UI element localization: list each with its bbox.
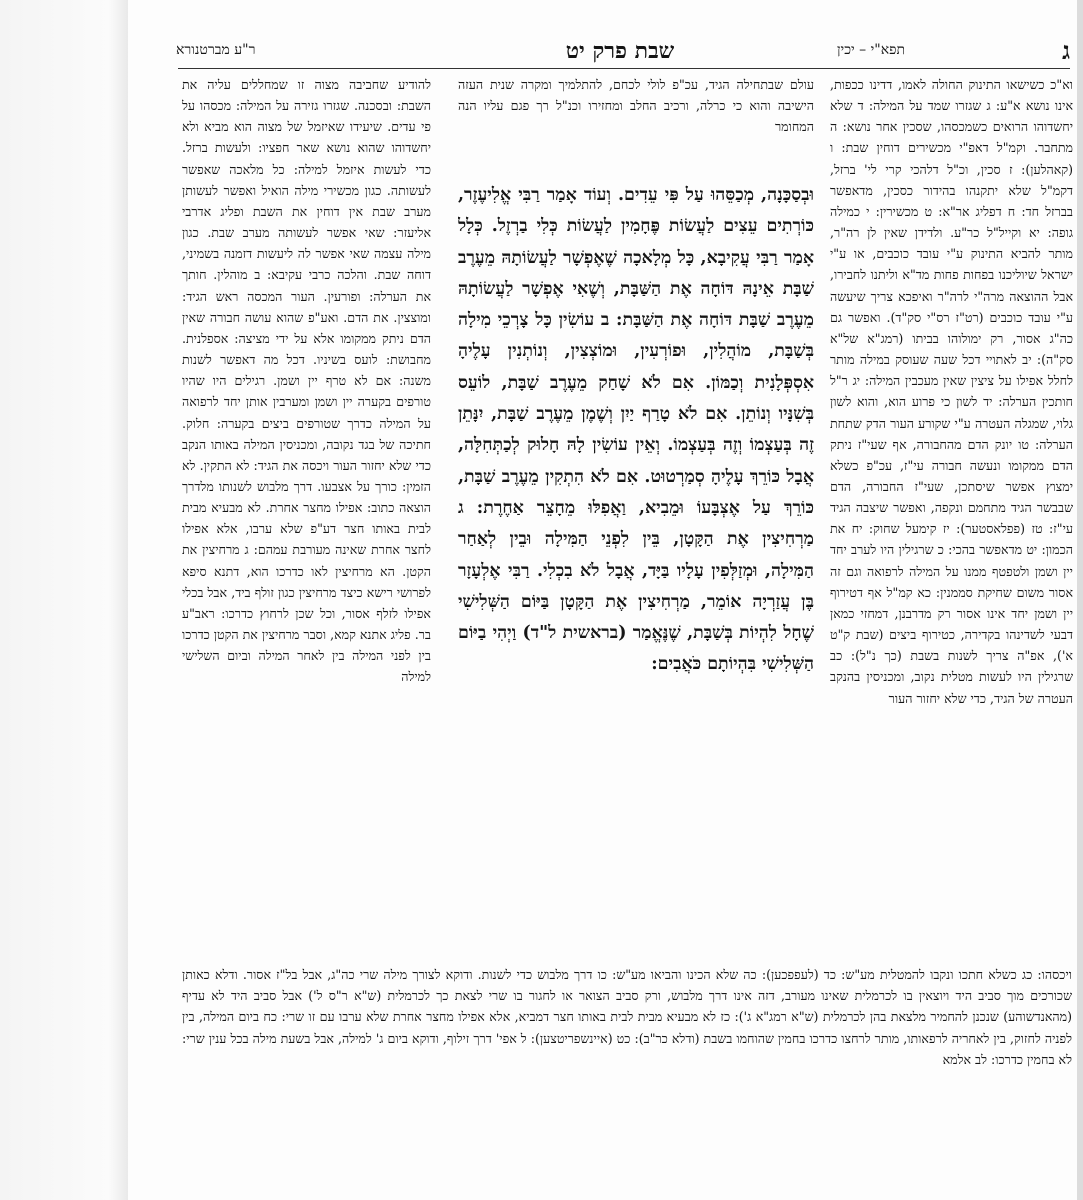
header-divider [178, 68, 1070, 69]
footnotes-block [182, 964, 1072, 1134]
bartenura-text: להודיע שחביבה מצוה זו שמחללים עליה את השבת: ובסכנה. שגזרו גזירה על המילה: מכסהו על פי עדים. שיעידו שאיזמל של מצוה הוא מביא ולא יחשדוהו שהוא נושא שאר חפציו: ולעשות ברזל. כדי לעשות איזמל למילה: כל מלאכה שאפשר לעשותה. כגון מכשירי מילה הואיל ואפשר לעשותן מערב שבת אין דוחין את השבת ופליג אדרבי אליעזר: שאי אפשר לעשותה מערב שבת. כגון מילה עצמה שאי אפשר לה ליעשות דזמנה בשמיני, דוחה שבת. והלכה כרבי עקיבא: ב מוהלין. חותך את הערלה: ופורעין. העור המכסה ראש הגיד: ומוצצין. את הדם. ואע"פ שהוא עושה חבורה שאין הדם ניתק ממקומו אלא על ידי מציצה: אספלנית. מחבושת: לועס בשיניו. דכל מה דאפשר לשנות משנה: אם לא טרף יין ושמן. רגילים היו שהיו טורפים בקערה יין ושמן ומערבין אותן יחד לרפואה על המילה כדרך שטורפים ביצים בקערה: חלוק. חתיכה של בגד נקובה, ומכניסין המילה באותו הנקב כדי שלא יחזור העור ויכסה את הגיד: לא התקין. לא הזמין: כורך על אצבעו. דרך מלבוש לשנותו מלדרך הוצאה כתוב: אפילו מחצר אחרת. לא מבעיא מבית לבית באותו חצר דע"פ שלא ערבו, אלא אפילו לחצר אחרת שאינה מעורבת עמהם: ג מרחיצין את הקטן. הא מרחיצין לאו כדרכו הוא, דתנא סיפא לפרושי רישא כיצד מרחיצין כגון זולף ביד, אבל בכלי אפילו לזלף אסור, וכל שכן לרחוץ כדרכו: ראב"ע בר. פליג אתנא קמא, וסבר מרחיצין את הקטן כדרכו בין לפני המילה בין לאחר המילה וביום השלישי למילה [182, 77, 431, 685]
book-spine-shadow [0, 0, 128, 1200]
mishnah-text: וּבְסַכָּנָה, מְכַסֵּהוּ עַל פִּי עֵדִים. וְעוֹד אָמַר רַבִּי אֱלִיעֶזֶר, כּוֹרְתִים עֵצִים לַעֲשׂוֹת פֶּחָמִין לַעֲשׂוֹת כְּלִי בַרְזֶל. כְּלָל אָמַר רַבִּי עֲקִיבָא, כָּל מְלָאכָה שֶׁאֶפְשָׁר לַעֲשׂוֹתָהּ מֵעֶרֶב שַׁבָּת אֵינָהּ דּוֹחָה אֶת הַשַּׁבָּת, וְשֶׁאִי אֶפְשָׁר לַעֲשׂוֹתָהּ מֵעֶרֶב שַׁבָּת דּוֹחָה אֶת הַשַּׁבָּת: ב עוֹשִׂין כָּל צָרְכֵי מִילָה בְּשַׁבָּת, מוֹהֲלִין, וּפוֹרְעִין, וּמוֹצְצִין, וְנוֹתְנִין עָלֶיהָ אִסְפְּלָנִית וְכַמּוֹן. אִם לֹא שָׁחַק מֵעֶרֶב שַׁבָּת, לוֹעֵס בְּשִׁנָּיו וְנוֹתֵן. אִם לֹא טָרַף יַיִן וְשֶׁמֶן מֵעֶרֶב שַׁבָּת, יִנָּתֵן זֶה בְּעַצְמוֹ וְזֶה בְּעַצְמוֹ. וְאֵין עוֹשִׂין לָהּ חָלוּק לְכַתְּחִלָּה, אֲבָל כּוֹרֵךְ עָלֶיהָ סְמַרְטוּט. אִם לֹא הִתְקִין מֵעֶרֶב שַׁבָּת, כּוֹרֵךְ עַל אֶצְבָּעוֹ וּמֵבִיא, וַאֲפִלּוּ מֵחָצֵר אַחֶרֶת: ג מַרְחִיצִין אֶת הַקָּטָן, בֵּין לִפְנֵי הַמִּילָה וּבֵין לְאַחַר הַמִּילָה, וּמְזַלְּפִין עָלָיו בַּיָּד, אֲבָל לֹא בִכְלִי. רַבִּי אֶלְעָזָר בֶּן עֲזַרְיָה אוֹמֵר, מַרְחִיצִין אֶת הַקָּטָן בַּיּוֹם הַשְּׁלִישִׁי שֶׁחָל לִהְיוֹת בְּשַׁבָּת, שֶׁנֶּאֱמַר (בראשית ל"ד) וַיְהִי בַיּוֹם הַשְּׁלִישִׁי בִּהְיוֹתָם כֹּאֲבִים: [458, 185, 814, 675]
commentary-label-bartenura: ר"ע מברטנורא [176, 42, 256, 58]
mishnah-column-top-commentary [458, 74, 814, 172]
mishnah-column [458, 74, 814, 964]
tiferet-yisrael-commentary-column [830, 74, 1073, 964]
footnotes-text: ויכסהו: כג כשלא חתכו ונקבו להמטלית מע"ש: כד (לעפפכען): כה שלא הכינו והביאו מע"ש: כו דרך מלבוש כדי לשנות. ודוקא לצורך מילה שרי כה"ג, אבל בל"ז אסור. ודלא כאותן שכורכים מוך סביב היד ויוצאין בו לכרמלית שאינו מעורב, דזה אינו דרך מלבוש, ורק סביב הצואר או לחגור בו שרי לצאת כך לכרמלית (ש"א ר"ס ל') אבל סביב היד לא עדיף (מהאנדשוהע) שנכנן להחמיר מלצאת בהן לכרמלית (ש"א רמג"א ג'): כז לא מבעיא מבית לבית באותו חצר דמביא, אלא אפילו מחצר אחרת שלא ערבו עם זו שרי: כח ביום המילה, בין לפניה לחזוק, בין לאחריה לרפאותו, מותר לרחצו כדרכו בחמין שהוחמו בשבת (ודלא כר"ב): כט (איינשפריטצען): ל אפי' דרך זילוף, ודוקא ביום ג' למילה, אבל בשעת מילה בכל ענין שרי: לא בחמין כדרכו: לב אלמא [182, 967, 1072, 1067]
commentary-label-tiferet: תפא"י – יכין [836, 42, 905, 58]
page-header [170, 36, 1070, 68]
page-title: שבת פרק יט [565, 38, 675, 64]
mishnah-text-block [458, 180, 814, 681]
page-edge [1077, 0, 1083, 1200]
page-number: ג [1062, 36, 1070, 65]
tiferet-yisrael-text: וא"כ כשישאו התינוק החולה לאמו, דדינו ככפות, אינו נושא א"ע: ג שגזרו שמד על המילה: ד שלא יחשדוהו הרואים כשמכסהו, שסכין אחר נושא: ה מתחבר. וקמ"ל דאפ"י מכשירים דוחין שבת: ו (קאהלען): ז סכין, וכ"ל דלהכי קרי לי' ברזל, דקמ"ל שלא יתקנהו בהידור כסכין, מדאפשר בברזל חד: ח דפליג אר"א: ט מכשירין: י כמילה גופה: יא וקייל"ל כר"ע. ולדידן שאין לן רה"ר, מותר להביא התינוק ע"י עובד כוכבים, או ע"י ישראל שיוליכנו בפחות פחות מד"א וליתנו לחבירו, אבל ההוצאה מרה"י לרה"ר ואיפכא צריך שיעשה ע"י עובד כוכבים (רט"ז רס"י סק"ד). ואפשר גם כה"ג אסור, רק ימולוהו בביתו (רמג"א של"א סק"ה): יב לאתויי דכל שעה שעוסק במילה מותר לחלל אפילו על ציצין שאין מעכבין המילה: יג ר"ל חותכין הערלה: יד לשון כי פרוע הוא, והוא לשון גלוי, שמגלה העטרה ע"י שקורע העור הדק שתחת הערלה: טו יונק הדם מהחבורה, אף שעי"ז ניתק הדם ממקומו ונעשה חבורה עי"ז, עכ"פ כשלא ימצוץ אפשר שיסתכן, שעי"ז החבורה, הדם שבבשר הגיד מתחמם ונקפה, ואפשר שיצבה הגיד עי"ז: טז (פפלאסטער): יז קימעל שחוק: יח את הכמון: יט מדאפשר בהכי: כ שרגילין היו לערב יחד יין ושמן ולטפטף ממנו על המילה לרפואה וגם זה אסור משום שחיקת סממנין: כא קמ"ל אף דטירוף יין ושמן יחד אינו אסור רק מדרבנן, דמחזי כמאן דבעי לשדינהו בקדירה, כטירוף ביצים (שבת ק"ט א'), אפ"ה צריך לשנות בשבת (כך נ"ל): כב שרגילין היו לעשות מטלית נקוב, ומכניסין בהנקב העטרה של הגיד, כדי שלא יחזור העור [830, 77, 1073, 706]
mid-commentary-text: עולם שבתחילה הגיד, עכ"פ לולי לכחם, להתלמיך ומקרה שנית העזה הישיבה והוא כי כרלה, ורכיב החלב ומחזירו וכנ"ל רך פגם עליו הנה המחומר [458, 77, 814, 135]
bartenura-commentary-column [182, 74, 431, 964]
